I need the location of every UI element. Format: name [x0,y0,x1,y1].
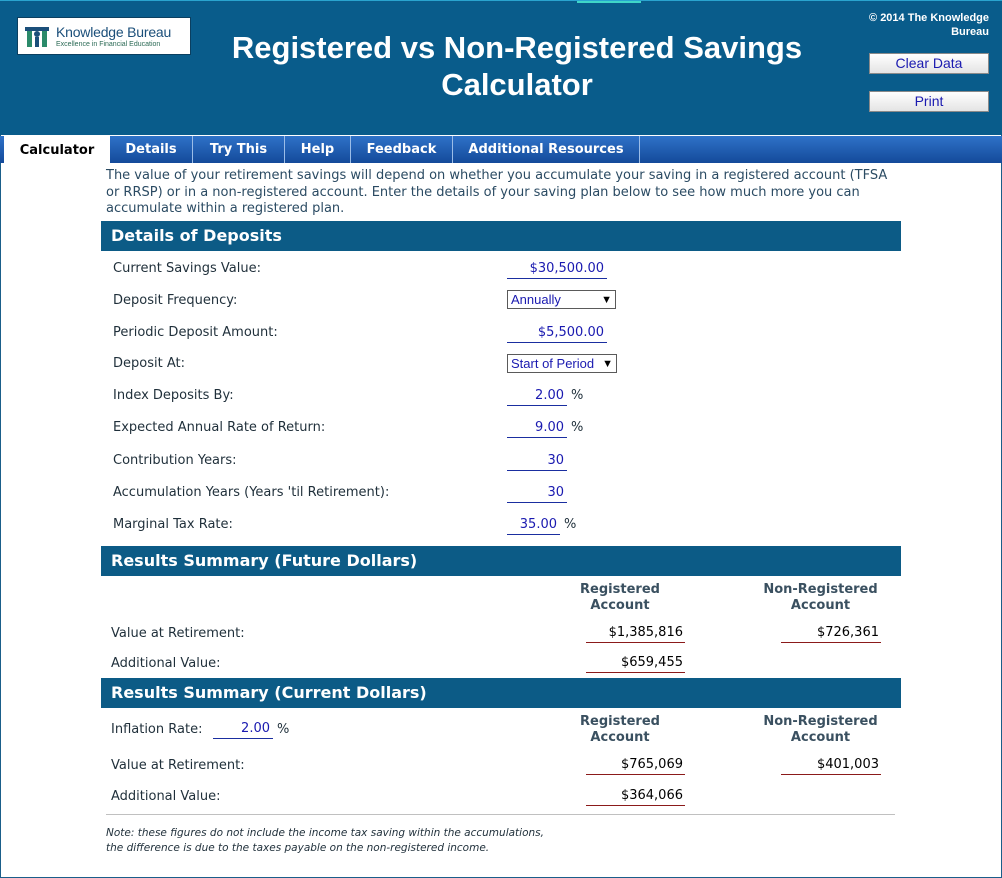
intro-text: The value of your retirement savings will depend on whether you accumulate your saving in a registered account (TFSA or RRSP) or in a non-registered account. Enter the details of your saving plan below to see how much more you can accumulate within a registered plan. [106,168,888,216]
header [0,0,1002,135]
future-value-nonregistered: $726,361 [781,623,881,643]
col-header-line: Account [590,598,650,613]
tab-calculator[interactable]: Calculator [4,136,110,164]
current-value-label: Value at Retirement: [111,758,245,773]
divider [106,814,895,815]
tab-details[interactable]: Details [110,136,193,163]
index-deposits-label: Index Deposits By: [113,388,234,403]
marginal-tax-unit: % [564,517,577,532]
accumulation-years-label: Accumulation Years (Years 'til Retirement): [113,485,390,500]
deposit-frequency-select[interactable] [507,290,616,309]
col-header-line: Non-Registered [763,714,878,729]
deposit-frequency-label: Deposit Frequency: [113,293,238,308]
copyright-line-1: © 2014 The Knowledge [869,12,989,24]
chevron-down-icon: ▼ [602,358,613,370]
tab-bar [0,136,1002,163]
current-value-registered: $765,069 [586,755,685,775]
title-line-2: Calculator [441,67,593,102]
current-savings-label: Current Savings Value: [113,261,261,276]
col-header-line: Registered [580,582,660,597]
copyright-line-2: Bureau [951,26,989,38]
rate-of-return-unit: % [571,420,584,435]
logo-tagline: Excellence in Financial Education [56,40,161,48]
logo-mark-icon [24,23,50,49]
tab-additional-resources[interactable]: Additional Resources [453,136,640,163]
contribution-years-input[interactable]: 30 [507,451,567,471]
future-additional-label: Additional Value: [111,656,221,671]
marginal-tax-input[interactable]: 35.00 [507,515,560,535]
current-additional-registered: $364,066 [586,786,685,806]
section-details-of-deposits: Details of Deposits [101,221,901,251]
footnote-line-1: Note: these figures do not include the income tax saving within the accumulations, [106,827,544,839]
page-title [190,29,844,103]
current-registered-header [560,714,680,746]
footnote-line-2: the difference is due to the taxes payable on the non-registered income. [106,842,490,854]
future-nonregistered-header [752,582,889,614]
col-header-line: Account [790,598,851,613]
deposit-at-value: Start of Period [511,356,595,371]
deposit-at-label: Deposit At: [113,356,185,371]
col-header-line: Account [590,730,650,745]
future-registered-header [560,582,680,614]
deposit-at-select[interactable] [507,354,617,373]
current-value-nonregistered: $401,003 [781,755,881,775]
col-header-line: Non-Registered [763,582,878,597]
section-results-future: Results Summary (Future Dollars) [101,546,901,576]
future-value-registered: $1,385,816 [586,623,685,643]
accumulation-years-input[interactable]: 30 [507,483,567,503]
tab-feedback[interactable]: Feedback [351,136,453,163]
chevron-down-icon: ▼ [601,294,612,306]
clear-data-button[interactable]: Clear Data [869,53,989,74]
current-savings-input[interactable]: $30,500.00 [507,259,607,279]
periodic-deposit-input[interactable]: $5,500.00 [507,323,607,343]
col-header-line: Account [790,730,851,745]
tab-help[interactable]: Help [285,136,351,163]
inflation-rate-input[interactable]: 2.00 [213,719,273,739]
index-deposits-input[interactable]: 2.00 [507,386,567,406]
current-nonregistered-header [752,714,889,746]
col-header-line: Registered [580,714,660,729]
future-value-label: Value at Retirement: [111,626,245,641]
inflation-rate-label: Inflation Rate: [111,722,203,737]
index-deposits-unit: % [571,388,584,403]
logo-name: Knowledge Bureau [56,23,172,40]
inflation-rate-unit: % [277,722,290,737]
title-line-1: Registered vs Non-Registered Savings [231,30,803,65]
tab-try-this[interactable]: Try This [193,136,285,163]
section-results-current: Results Summary (Current Dollars) [101,678,901,708]
future-additional-registered: $659,455 [586,653,685,673]
footnote [106,826,706,856]
current-additional-label: Additional Value: [111,789,221,804]
periodic-deposit-label: Periodic Deposit Amount: [113,325,278,340]
top-accent-line [577,1,641,3]
contribution-years-label: Contribution Years: [113,453,237,468]
marginal-tax-label: Marginal Tax Rate: [113,517,233,532]
print-button[interactable]: Print [869,91,989,112]
rate-of-return-input[interactable]: 9.00 [507,418,567,438]
deposit-frequency-value: Annually [511,292,561,307]
copyright [829,11,989,39]
rate-of-return-label: Expected Annual Rate of Return: [113,420,326,435]
knowledge-bureau-logo [17,17,191,55]
